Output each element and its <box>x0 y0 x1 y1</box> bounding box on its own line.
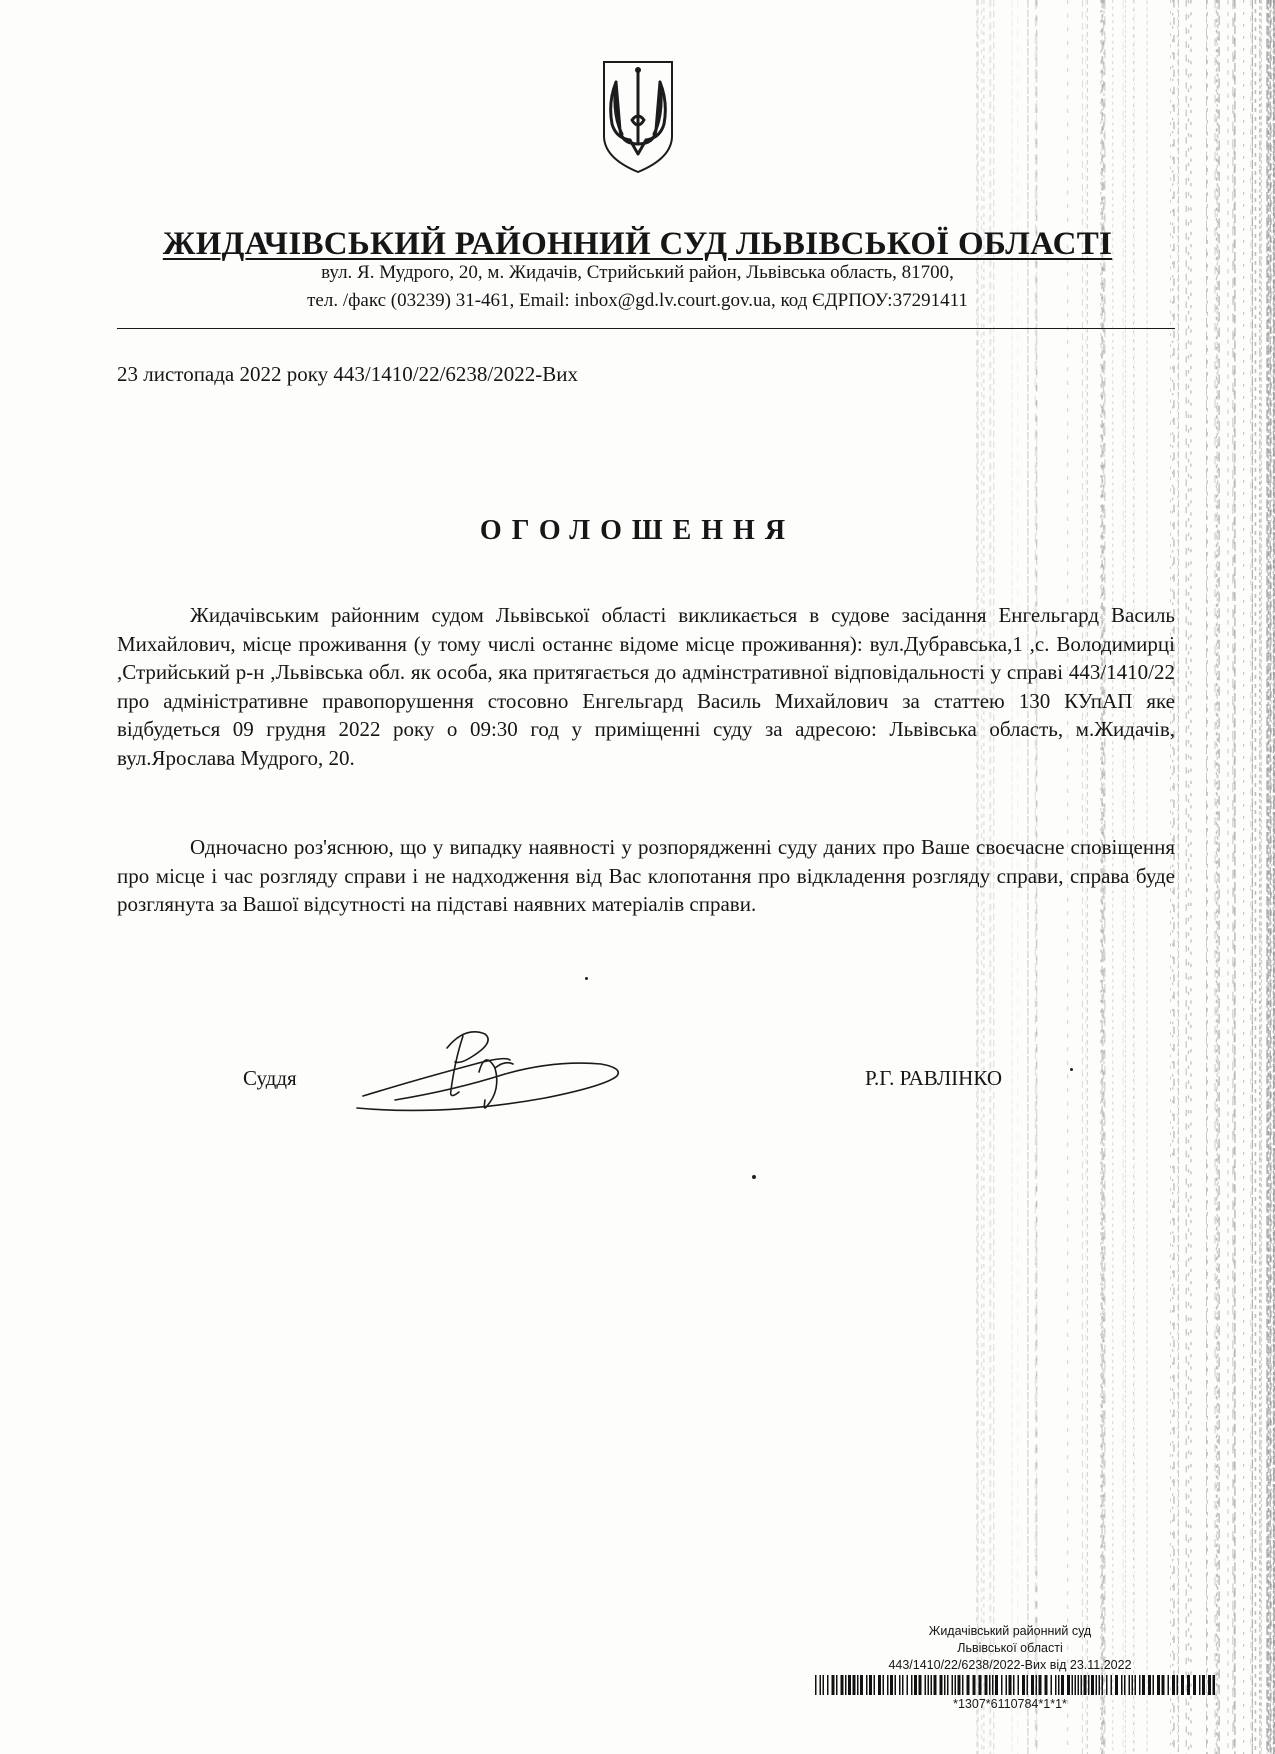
outgoing-number-line: 23 листопада 2022 року 443/1410/22/6238/2022-Вих <box>117 362 578 386</box>
judge-label: Суддя <box>243 1066 297 1090</box>
barcode-bar <box>1111 1675 1113 1695</box>
court-address: вул. Я. Мудрого, 20, м. Жидачів, Стрийський район, Львівська область, 81700, <box>321 262 954 283</box>
barcode-bar <box>860 1675 863 1695</box>
barcode-bar <box>1001 1675 1003 1695</box>
barcode-bar <box>1081 1675 1083 1695</box>
barcode-bar <box>1148 1675 1151 1695</box>
barcode-bar <box>1072 1675 1074 1695</box>
barcode-bar <box>931 1675 933 1695</box>
barcode-bar <box>890 1675 893 1695</box>
barcode-bar <box>845 1675 847 1695</box>
barcode-bar <box>1099 1675 1101 1695</box>
barcode-bar <box>995 1675 998 1695</box>
header-divider <box>117 328 1175 329</box>
barcode-bar <box>1078 1675 1080 1695</box>
barcode-bar <box>1202 1675 1205 1695</box>
barcode-bar <box>848 1675 851 1695</box>
barcode-bar <box>1168 1675 1170 1695</box>
barcode-bar <box>1153 1675 1155 1695</box>
barcode-bar <box>1006 1675 1008 1695</box>
barcode-bar <box>944 1675 946 1695</box>
barcode-bar <box>1208 1675 1211 1695</box>
barcode-bar <box>1177 1675 1179 1695</box>
judge-name: Р.Г. РАВЛІНКО <box>865 1066 1002 1090</box>
barcode-bar <box>1036 1675 1038 1695</box>
barcode-bar <box>820 1675 822 1695</box>
barcode-bar <box>1055 1675 1057 1695</box>
barcode-bar <box>1058 1675 1060 1695</box>
barcode-bar <box>989 1675 991 1695</box>
barcode-bar <box>1142 1675 1145 1695</box>
barcode-bar <box>1139 1675 1141 1695</box>
barcode-bar <box>874 1675 876 1695</box>
barcode-bar <box>1106 1675 1108 1695</box>
barcode-bar <box>1157 1675 1160 1695</box>
barcode-bar <box>1135 1675 1137 1695</box>
barcode-bar <box>962 1675 964 1695</box>
barcode-bar <box>1199 1675 1201 1695</box>
stamp-region: Львівської області <box>957 1641 1063 1655</box>
barcode-bar <box>866 1675 868 1695</box>
barcode-bar <box>1022 1675 1025 1695</box>
barcode-bar <box>907 1675 909 1695</box>
barcode-bar <box>973 1675 976 1695</box>
barcode-bar <box>914 1675 917 1695</box>
barcode-bar <box>1075 1675 1077 1695</box>
barcode-bar <box>1115 1675 1118 1695</box>
barcode-bar <box>1051 1675 1053 1695</box>
barcode-bar <box>1031 1675 1034 1695</box>
barcode-bar <box>992 1675 994 1695</box>
barcode-bar <box>832 1675 835 1695</box>
barcode-bar <box>1181 1675 1184 1695</box>
barcode-bar <box>1013 1675 1015 1695</box>
barcode-bar <box>899 1675 901 1695</box>
barcode-bar <box>1187 1675 1190 1695</box>
barcode-bar <box>827 1675 829 1695</box>
barcode-text: *1307*6110784*1*1* <box>953 1697 1067 1711</box>
scan-speck <box>1070 1068 1073 1071</box>
barcode-bar <box>1132 1675 1134 1695</box>
barcode-bar <box>878 1675 881 1695</box>
barcode-bar <box>979 1675 982 1695</box>
barcode-bar <box>902 1675 904 1695</box>
barcode-bar <box>1018 1675 1020 1695</box>
barcode-bar <box>823 1675 825 1695</box>
barcode-bar <box>1061 1675 1064 1695</box>
tryzub-emblem-icon <box>600 58 676 176</box>
barcode-bar <box>1084 1675 1087 1695</box>
barcode-bar <box>857 1675 859 1695</box>
barcode-bar <box>853 1675 856 1695</box>
scan-speck <box>752 1175 756 1179</box>
barcode-bar <box>911 1675 913 1695</box>
barcode-bar <box>958 1675 961 1695</box>
barcode-bar <box>841 1675 844 1695</box>
barcode-bar <box>1213 1675 1216 1695</box>
barcode-bar <box>940 1675 943 1695</box>
court-contacts: тел. /факс (03239) 31-461, Email: inbox@gd.lv.court.gov.ua, код ЄДРПОУ:37291411 <box>307 290 968 311</box>
barcode-bar <box>1102 1675 1104 1695</box>
barcode-bar <box>1027 1675 1029 1695</box>
barcode-bar <box>934 1675 937 1695</box>
barcode-bar <box>1088 1675 1090 1695</box>
barcode-bar <box>985 1675 988 1695</box>
barcode-bar <box>1091 1675 1094 1695</box>
stamp-registration-number: 443/1410/22/6238/2022-Вих від 23.11.2022 <box>888 1658 1132 1672</box>
barcode-bar <box>967 1675 970 1695</box>
barcode-bar <box>928 1675 930 1695</box>
barcode-bar <box>1096 1675 1098 1695</box>
barcode-bar <box>836 1675 838 1695</box>
barcode-bar <box>1172 1675 1175 1695</box>
barcode-bar <box>1045 1675 1048 1695</box>
barcode-bar <box>815 1675 817 1695</box>
barcode-bar <box>895 1675 897 1695</box>
barcode-bar <box>1129 1675 1131 1695</box>
barcode-bar <box>1039 1675 1042 1695</box>
court-name-heading: ЖИДАЧІВСЬКИЙ РАЙОННИЙ СУД ЛЬВІВСЬКОЇ ОБЛАСТІ <box>162 226 1113 262</box>
barcode-bar <box>952 1675 954 1695</box>
barcode-icon <box>815 1675 1215 1695</box>
handwritten-signature-icon <box>355 1020 625 1120</box>
barcode-bar <box>869 1675 872 1695</box>
barcode-bar <box>1193 1675 1196 1695</box>
scan-speck <box>585 977 588 980</box>
announcement-paragraph: Жидачівським районним судом Львівської області викликається в судове засідання Енгельгард Василь Михайлович, місце проживання (у тому числі останнє відоме місце проживання): вул.Дубравська,1 ,с. Володимирці ,Стрийський р-н ,Львівська обл. як особа, яка притягається до адмінстративної відповідальності у справі 443/1410/22 про адміністративне правопорушення стосовно Енгельгард Василь Михайлович за статтею 130 КУпАП яке відбудеться 09 грудня 2022 року о 09:30 год у приміщенні суду за адресою: Львівська область, м.Жидачів, вул.Ярослава Мудрого, 20. <box>117 603 1175 770</box>
barcode-bar <box>1009 1675 1012 1695</box>
barcode-bar <box>1124 1675 1126 1695</box>
barcode-bar <box>887 1675 889 1695</box>
barcode-bar <box>919 1675 922 1695</box>
barcode-bar <box>955 1675 957 1695</box>
barcode-bar <box>1162 1675 1165 1695</box>
barcode-bar <box>925 1675 927 1695</box>
barcode-bar <box>883 1675 885 1695</box>
document-title: ОГОЛОШЕННЯ <box>479 515 796 546</box>
barcode-bar <box>947 1675 949 1695</box>
barcode-bar <box>1121 1675 1123 1695</box>
stamp-court-name: Жидачівський районний суд <box>928 1624 1092 1638</box>
barcode-bar <box>1067 1675 1070 1695</box>
explanation-paragraph: Одночасно роз'яснюю, що у випадку наявності у розпорядженні суду даних про Ваше своєчасне сповіщення про місце і час розгляду справи і не надходження від Вас клопотання про відкладення розгляду справи, справа буде розглянута за Вашої відсутності на підставі наявних матеріалів справи. <box>117 835 1175 917</box>
